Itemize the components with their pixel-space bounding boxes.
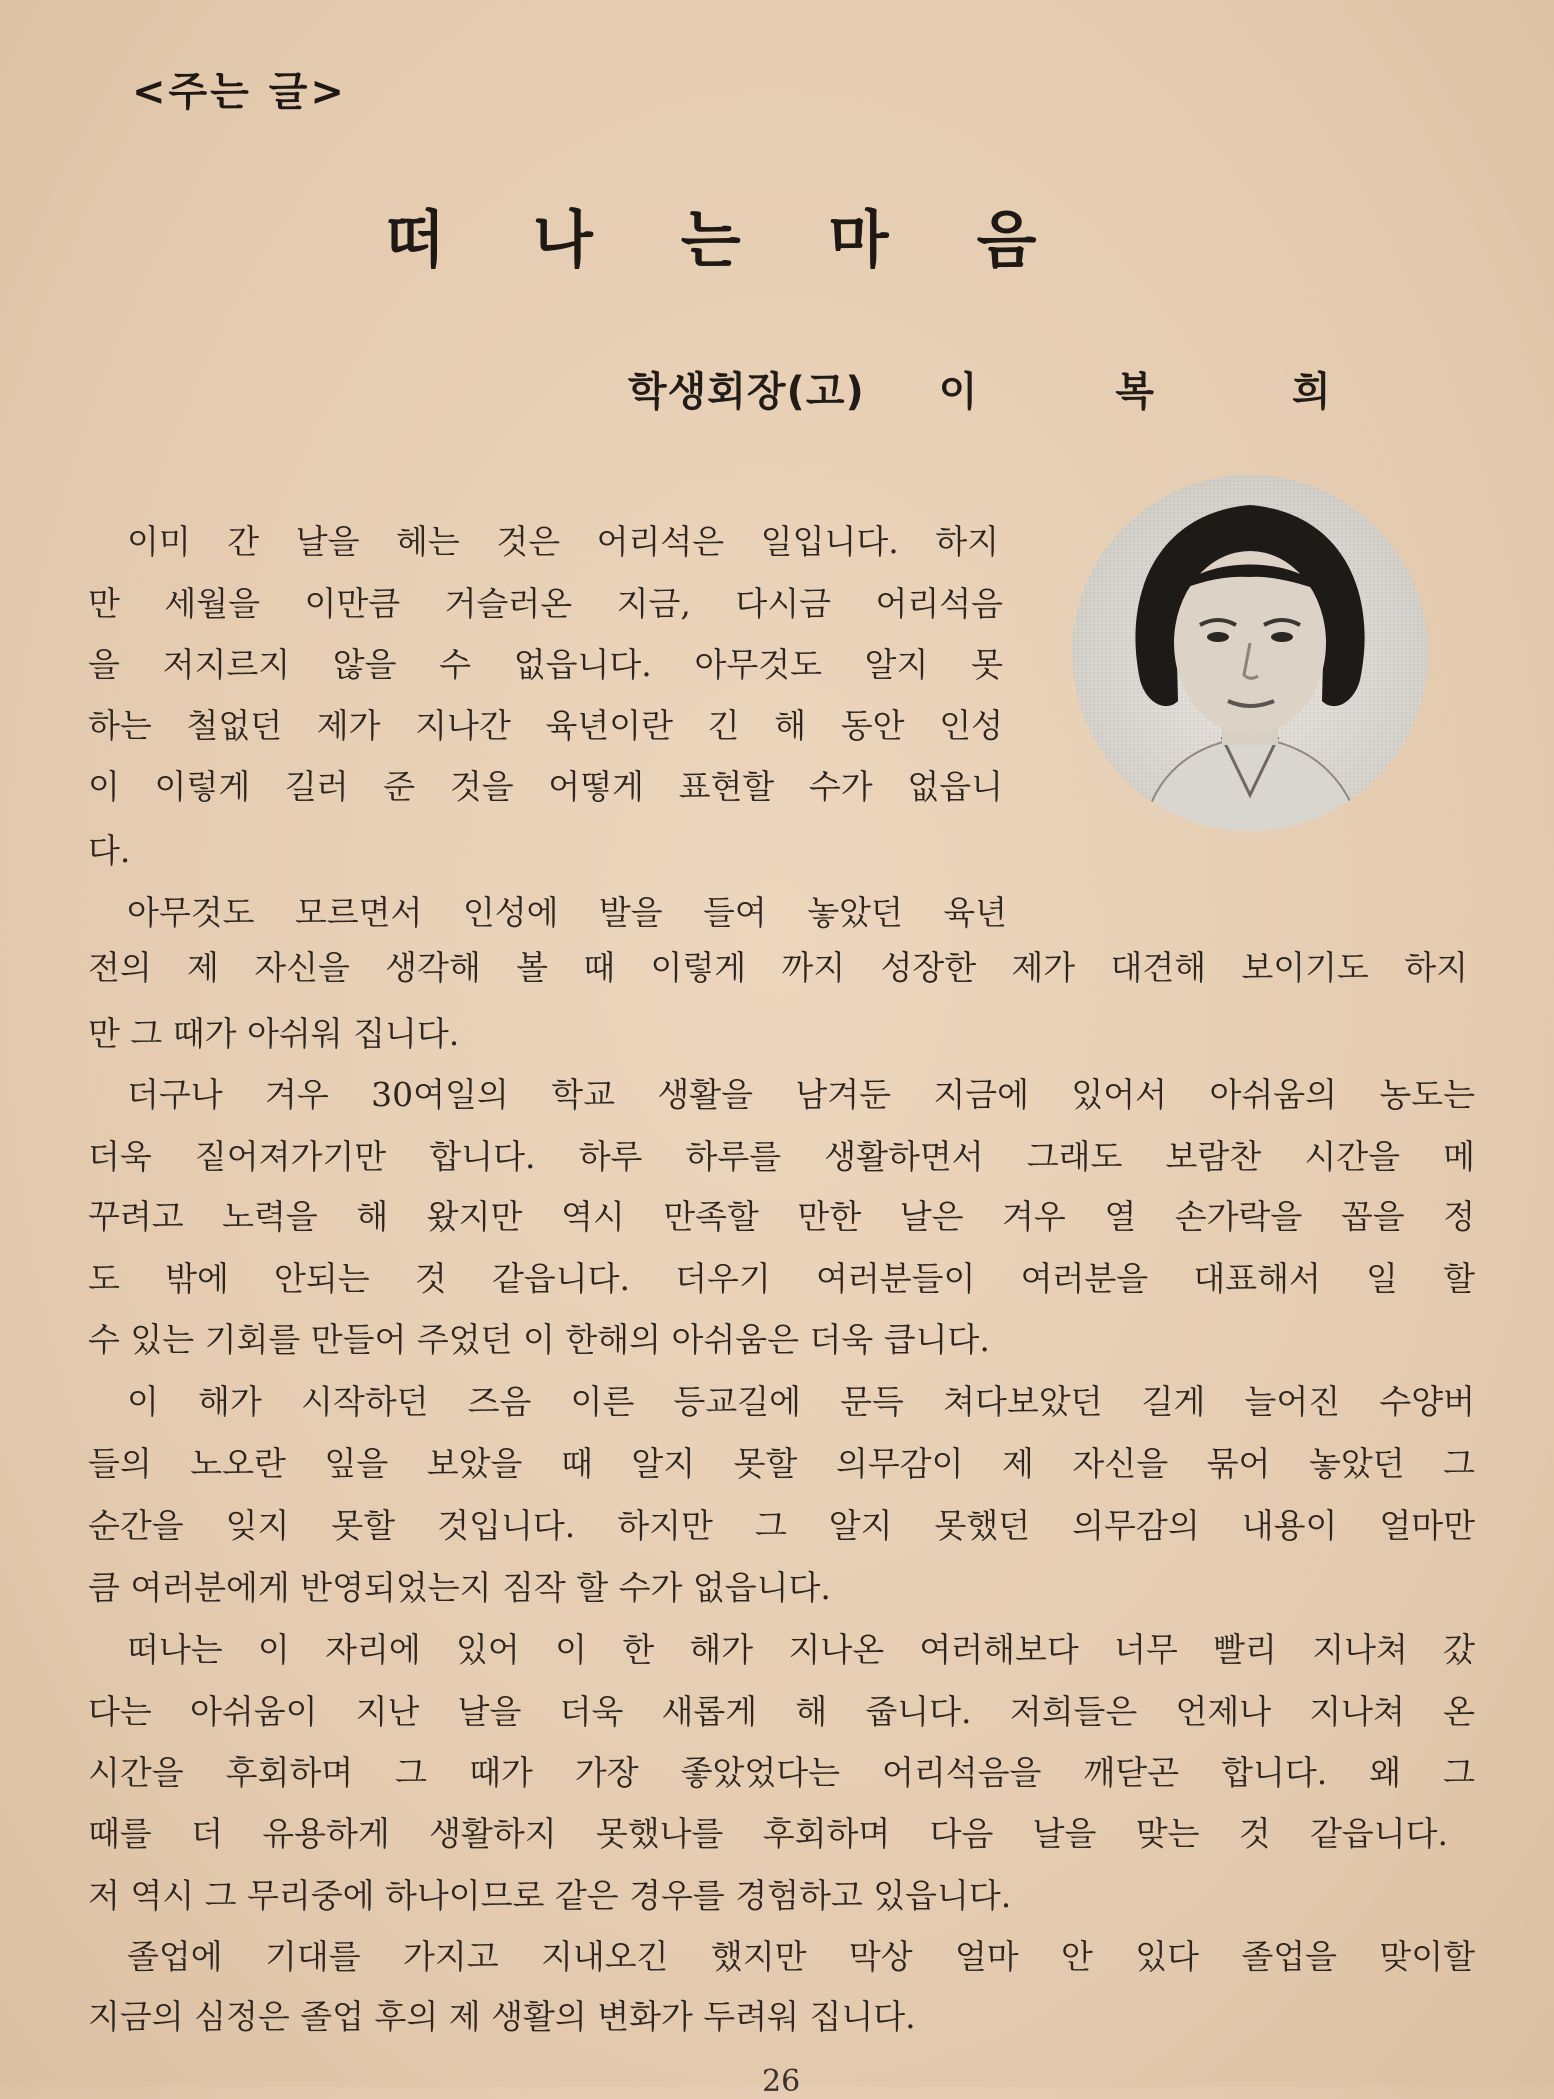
author-role: 학생회장(고) xyxy=(628,369,865,415)
body-line: 졸업에 기대를 가지고 지내오긴 했지만 막상 얼마 안 있다 졸업을 맞이할 xyxy=(127,1937,1475,1976)
article-title: 떠나는마음 xyxy=(385,203,1125,276)
body-line: 순간을 잊지 못할 것입니다. 하지만 그 알지 못했던 의무감의 내용이 얼마만 xyxy=(88,1506,1475,1545)
portrait-icon xyxy=(1072,475,1428,831)
body-line: 전의 제 자신을 생각해 볼 때 이렇게 까지 성장한 제가 대견해 보이기도 하지 xyxy=(88,948,1468,987)
body-line: 만 그 때가 아쉬워 집니다. xyxy=(88,1014,460,1053)
body-line: 떠나는 이 자리에 있어 이 한 해가 지나온 여러해보다 너무 빨리 지나쳐 갔 xyxy=(127,1630,1475,1669)
body-line: 만 세월을 이만큼 거슬러온 지금, 다시금 어리석음 xyxy=(88,584,1003,623)
body-line: 저 역시 그 무리중에 하나이므로 같은 경우를 경험하고 있읍니다. xyxy=(88,1876,1012,1915)
author-name: 이복희 xyxy=(938,369,1469,415)
body-line: 수 있는 기회를 만들어 주었던 이 한해의 아쉬움은 더욱 큽니다. xyxy=(88,1320,990,1359)
body-line: 꾸려고 노력을 해 왔지만 역시 만족할 만한 날은 겨우 열 손가락을 꼽을 정 xyxy=(88,1197,1475,1236)
body-line: 이미 간 날을 헤는 것은 어리석은 일입니다. 하지 xyxy=(127,522,999,561)
section-label: <주는 글> xyxy=(132,69,347,115)
body-line: 다는 아쉬움이 지난 날을 더욱 새롭게 해 줍니다. 저희들은 언제나 지나쳐 온 xyxy=(88,1692,1475,1731)
body-line: 이 해가 시작하던 즈음 이른 등교길에 문득 쳐다보았던 길게 늘어진 수양버 xyxy=(127,1382,1475,1421)
body-line: 지금의 심정은 졸업 후의 제 생활의 변화가 두려워 집니다. xyxy=(88,1997,916,2036)
body-line: 다. xyxy=(88,831,131,870)
body-line: 더욱 짙어져가기만 합니다. 하루 하루를 생활하면서 그래도 보람찬 시간을 메 xyxy=(88,1137,1475,1176)
page-number: 26 xyxy=(762,2064,801,2099)
body-line: 을 저지르지 않을 수 없읍니다. 아무것도 알지 못 xyxy=(88,645,1003,684)
byline xyxy=(628,360,1469,417)
body-line: 도 밖에 안되는 것 같읍니다. 더우기 여러분들이 여러분을 대표해서 일 할 xyxy=(88,1259,1475,1298)
body-line: 큼 여러분에게 반영되었는지 짐작 할 수가 없읍니다. xyxy=(88,1568,831,1607)
author-portrait-photo xyxy=(1072,475,1428,831)
body-line: 들의 노오란 잎을 보았을 때 알지 못할 의무감이 제 자신을 묶어 놓았던 그 xyxy=(88,1444,1475,1483)
body-line: 때를 더 유용하게 생활하지 못했나를 후회하며 다음 날을 맞는 것 같읍니다. xyxy=(88,1814,1448,1853)
body-line: 하는 철없던 제가 지나간 육년이란 긴 해 동안 인성 xyxy=(88,706,1003,745)
body-line: 아무것도 모르면서 인성에 발을 들여 놓았던 육년 xyxy=(127,893,1007,932)
body-line: 이 이렇게 길러 준 것을 어떻게 표현할 수가 없읍니 xyxy=(88,767,1003,806)
body-line: 더구나 겨우 30여일의 학교 생활을 남겨둔 지금에 있어서 아쉬움의 농도는 xyxy=(127,1075,1475,1114)
body-line: 시간을 후회하며 그 때가 가장 좋았었다는 어리석음을 깨닫곤 합니다. 왜 그 xyxy=(88,1753,1475,1792)
